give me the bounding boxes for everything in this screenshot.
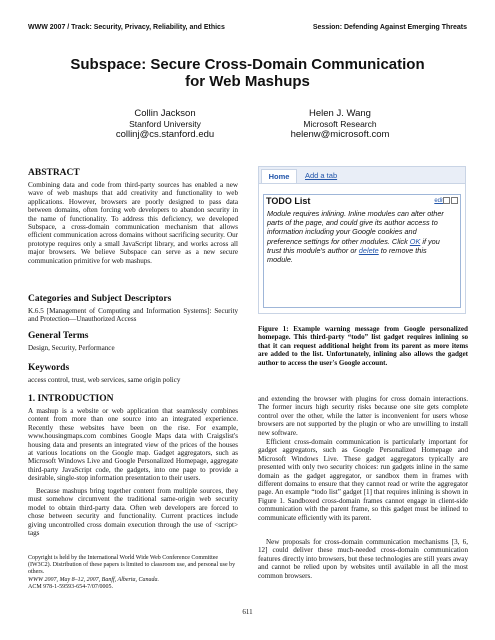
author-institution: Stanford University (129, 119, 201, 129)
running-header-left: WWW 2007 / Track: Security, Privacy, Reliability, and Ethics (28, 24, 225, 31)
categories-text: K.6.5 [Management of Computing and Information Systems]: Security and Protection—Unauthorized Access (28, 307, 238, 324)
general-terms-text: Design, Security, Performance (28, 344, 115, 352)
homepage-tab-bar (259, 167, 465, 184)
page-number: 611 (242, 608, 253, 616)
warning-text-c: to remove this module. (267, 245, 427, 265)
copyright-notice (28, 555, 238, 591)
figure-1-screenshot (258, 166, 466, 314)
author-block-2 (270, 108, 410, 141)
introduction-heading: 1. INTRODUCTION (28, 394, 114, 404)
title-line-2: for Web Mashups (185, 73, 310, 90)
abstract-text: Combining data and code from third-party sources has enabled a new wave of web mashups that add creativity and functionality to web applications. However, browsers are poorly designed to pass data between domains, often forcing web developers to abandon security in the name of functionality. To address this deficiency, we developed Subspace, a cross-domain communication mechanism that allows efficient communication across domains without sacrificing security. Our prototype requires only a small JavaScript library, and works across all major browsers. We believe Subspace can serve as a new secure communication primitive for web mashups. (28, 181, 238, 265)
col2-paragraph-1: and extending the browser with plugins for cross domain interactions. The former incurs high security risks because one site gets complete control over the other, while the latter is inconvenient for users whose browsers are not supported by the plugin or who are unwilling to install new software. (258, 395, 468, 437)
keywords-heading: Keywords (28, 363, 70, 373)
add-tab-link[interactable]: Add a tab (305, 171, 338, 180)
delete-link[interactable]: delete (358, 245, 379, 255)
gadget-title: TODO List (266, 196, 311, 206)
author-name: Collin Jackson (134, 108, 196, 119)
intro-paragraph-1: A mashup is a website or web application that seamlessly combines content from more than one source into an integrated experience. Recently these websites have been on the rise. For example, www.housingmaps.com combines Google Maps data with Craigslist's housing data and presents an integrated view of the prices of the houses at various locations on the Google map. Gadget aggregators, such as Microsoft Windows Live and Google Personalized Homepage, aggregate third-party JavaScript code, the gadgets, into one page to provide a desirable, single-stop information presentation to their users. (28, 407, 238, 483)
running-header-right: Session: Defending Against Emerging Threats (312, 24, 467, 31)
general-terms-heading: General Terms (28, 331, 89, 341)
abstract-heading: ABSTRACT (28, 168, 80, 178)
intro-paragraph-2: Because mashups bring together content from multiple sources, they must somehow circumvent the traditional same-origin web security model to obtain third-party data. Often web developers are forced to chose between security and functionality. Current practices include giving uncontrolled cross domain execution through the use of <script> tags (28, 487, 238, 538)
minimize-icon[interactable] (443, 197, 450, 204)
gadget-edit-link[interactable]: edit (434, 198, 444, 204)
col2-paragraph-3: New proposals for cross-domain communication mechanisms [3, 6, 12] could deliver these much-needed cross-domain communication features directly into browsers, but these technologies are still years away and cannot be relied upon by websites until available in all the most common browsers. (258, 538, 468, 580)
title-line-1: Subspace: Secure Cross-Domain Communication (70, 56, 425, 73)
tab-home[interactable]: Home (261, 169, 297, 183)
author-institution: Microsoft Research (303, 119, 377, 129)
categories-heading: Categories and Subject Descriptors (28, 294, 172, 304)
author-name: Helen J. Wang (309, 108, 371, 119)
close-icon[interactable] (451, 197, 458, 204)
author-email: collinj@cs.stanford.edu (115, 129, 215, 140)
inline-warning-message (267, 209, 453, 264)
copyright-line-1: Copyright is held by the International World Wide Web Conference Committee (IW3C2). Distribution of these papers is limited to classroom use, and personal use by others. (28, 555, 236, 576)
paper-title (0, 56, 495, 90)
ok-link[interactable]: OK (409, 236, 421, 246)
warning-text-b: if you trust this module's author or (267, 236, 440, 255)
copyright-line-2: WWW 2007, May 8–12, 2007, Banff, Alberta, Canada. (28, 576, 160, 583)
todo-gadget (263, 194, 461, 308)
author-block-1 (90, 108, 240, 141)
col2-paragraph-2: Efficient cross-domain communication is particularly important for gadget aggregators, such as Google Personalized Homepage and Microsoft Windows Live. These gadget aggregators typically are presented with only two security choices: run gadgets inline in the same domain as the gadget aggregator, or sandbox them in frames with different domains to ensure that they cannot read or write the aggregator page. An example “todo list” gadget [1] that requires inlining is shown in Figure 1. Sandboxed cross-domain frames cannot engage in client-side communication with the parent frame, so this gadget must be inlined to communicate efficiently with its parent. (258, 438, 468, 522)
figure-1-caption: Figure 1: Example warning message from Google personalized homepage. This third-party “todo” list gadget requires inlining so that it can request additional height from its parent as more items are added to the list. Unfortunately, inlining also allows the gadget author to access the user's Google account. (258, 325, 468, 367)
warning-text-a: Module requires inlining. Inline modules can alter other parts of the page, and could give its author access to information including your Google cookies and preference settings for other modules. Click (267, 209, 444, 246)
author-email: helenw@microsoft.com (290, 129, 390, 140)
copyright-line-3: ACM 978-1-59593-654-7/07/0005. (28, 583, 113, 590)
keywords-text: access control, trust, web services, same origin policy (28, 376, 181, 384)
